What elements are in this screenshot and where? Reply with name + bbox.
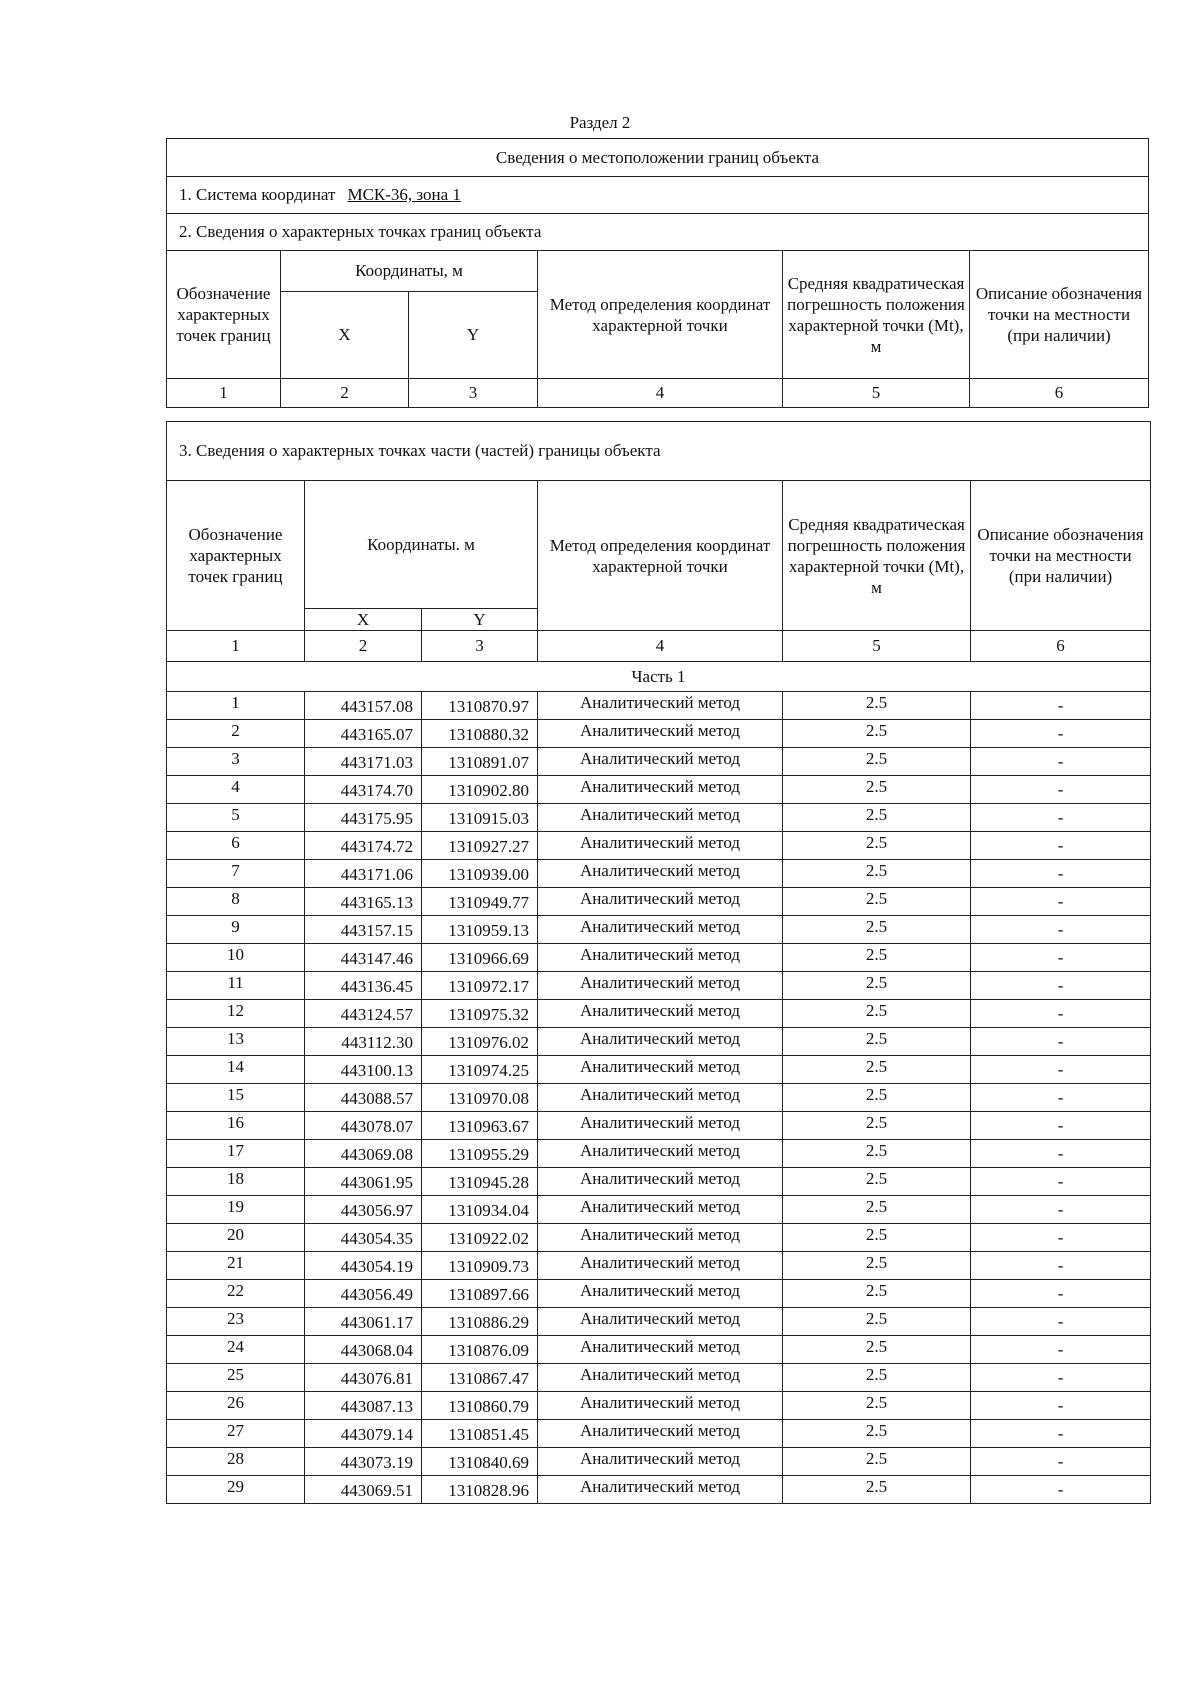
table-row xyxy=(167,1196,1151,1224)
method-cell: Аналитический метод xyxy=(538,1364,783,1392)
part-boundary-points-table xyxy=(166,421,1151,1504)
coord-y: 1310922.02 xyxy=(422,1224,538,1252)
part-label: Часть 1 xyxy=(167,662,1151,692)
coord-y: 1310974.25 xyxy=(422,1056,538,1084)
point-number: 21 xyxy=(167,1252,305,1280)
method-cell: Аналитический метод xyxy=(538,916,783,944)
part-table-title: 3. Сведения о характерных точках части (частей) границы объекта xyxy=(167,422,1151,481)
error-cell: 2.5 xyxy=(783,1420,971,1448)
error-cell: 2.5 xyxy=(783,916,971,944)
coord-y: 1310909.73 xyxy=(422,1252,538,1280)
header-method: Метод определения координат характерной точки xyxy=(538,481,783,631)
coord-y: 1310860.79 xyxy=(422,1392,538,1420)
coord-x: 443174.70 xyxy=(305,776,422,804)
description-cell: - xyxy=(971,1084,1151,1112)
header-y: Y xyxy=(409,292,538,379)
table-row xyxy=(167,860,1151,888)
coord-x: 443078.07 xyxy=(305,1112,422,1140)
method-cell: Аналитический метод xyxy=(538,1196,783,1224)
method-cell: Аналитический метод xyxy=(538,804,783,832)
description-cell: - xyxy=(971,1420,1151,1448)
method-cell: Аналитический метод xyxy=(538,1336,783,1364)
boundary-table-title: Сведения о местоположении границ объекта xyxy=(167,139,1149,177)
table-row xyxy=(167,804,1151,832)
method-cell: Аналитический метод xyxy=(538,1112,783,1140)
description-cell: - xyxy=(971,1364,1151,1392)
method-cell: Аналитический метод xyxy=(538,1420,783,1448)
error-cell: 2.5 xyxy=(783,1000,971,1028)
error-cell: 2.5 xyxy=(783,1364,971,1392)
error-cell: 2.5 xyxy=(783,1224,971,1252)
boundary-location-table xyxy=(166,138,1149,408)
table-row xyxy=(167,1140,1151,1168)
description-cell: - xyxy=(971,1168,1151,1196)
error-cell: 2.5 xyxy=(783,1308,971,1336)
point-number: 15 xyxy=(167,1084,305,1112)
error-cell: 2.5 xyxy=(783,1084,971,1112)
coord-x: 443124.57 xyxy=(305,1000,422,1028)
description-cell: - xyxy=(971,692,1151,720)
error-cell: 2.5 xyxy=(783,1196,971,1224)
point-number: 5 xyxy=(167,804,305,832)
coord-x: 443157.08 xyxy=(305,692,422,720)
description-cell: - xyxy=(971,720,1151,748)
description-cell: - xyxy=(971,1112,1151,1140)
coord-x: 443087.13 xyxy=(305,1392,422,1420)
error-cell: 2.5 xyxy=(783,972,971,1000)
coord-y: 1310966.69 xyxy=(422,944,538,972)
point-number: 28 xyxy=(167,1448,305,1476)
point-number: 20 xyxy=(167,1224,305,1252)
coord-y: 1310886.29 xyxy=(422,1308,538,1336)
method-cell: Аналитический метод xyxy=(538,692,783,720)
description-cell: - xyxy=(971,1056,1151,1084)
coord-y: 1310955.29 xyxy=(422,1140,538,1168)
coord-system-label: 1. Система координат xyxy=(179,185,336,204)
header-x: X xyxy=(281,292,409,379)
coord-x: 443100.13 xyxy=(305,1056,422,1084)
error-cell: 2.5 xyxy=(783,748,971,776)
point-number: 23 xyxy=(167,1308,305,1336)
coord-y: 1310891.07 xyxy=(422,748,538,776)
header-description: Описание обозначения точки на местности (при наличии) xyxy=(970,251,1149,379)
coord-system-value: МСК-36, зона 1 xyxy=(347,185,461,204)
coord-y: 1310867.47 xyxy=(422,1364,538,1392)
table-row xyxy=(167,1364,1151,1392)
description-cell: - xyxy=(971,1336,1151,1364)
coord-x: 443088.57 xyxy=(305,1084,422,1112)
point-number: 8 xyxy=(167,888,305,916)
header-description: Описание обозначения точки на местности (при наличии) xyxy=(971,481,1151,631)
error-cell: 2.5 xyxy=(783,1336,971,1364)
method-cell: Аналитический метод xyxy=(538,1448,783,1476)
method-cell: Аналитический метод xyxy=(538,860,783,888)
point-number: 1 xyxy=(167,692,305,720)
table-row xyxy=(167,916,1151,944)
table-row xyxy=(167,692,1151,720)
header-coords: Координаты, м xyxy=(281,251,538,292)
point-number: 16 xyxy=(167,1112,305,1140)
error-cell: 2.5 xyxy=(783,1476,971,1504)
point-number: 18 xyxy=(167,1168,305,1196)
col-number-1: 1 xyxy=(167,379,281,408)
coord-x: 443056.49 xyxy=(305,1280,422,1308)
error-cell: 2.5 xyxy=(783,1140,971,1168)
description-cell: - xyxy=(971,1028,1151,1056)
description-cell: - xyxy=(971,916,1151,944)
coord-y: 1310902.80 xyxy=(422,776,538,804)
method-cell: Аналитический метод xyxy=(538,1140,783,1168)
method-cell: Аналитический метод xyxy=(538,888,783,916)
coord-y: 1310897.66 xyxy=(422,1280,538,1308)
method-cell: Аналитический метод xyxy=(538,1224,783,1252)
point-number: 29 xyxy=(167,1476,305,1504)
col-number-3: 3 xyxy=(422,631,538,662)
method-cell: Аналитический метод xyxy=(538,832,783,860)
coord-x: 443174.72 xyxy=(305,832,422,860)
coord-x: 443061.95 xyxy=(305,1168,422,1196)
coord-x: 443147.46 xyxy=(305,944,422,972)
coord-x: 443079.14 xyxy=(305,1420,422,1448)
error-cell: 2.5 xyxy=(783,1056,971,1084)
col-number-6: 6 xyxy=(970,379,1149,408)
method-cell: Аналитический метод xyxy=(538,776,783,804)
error-cell: 2.5 xyxy=(783,832,971,860)
description-cell: - xyxy=(971,1392,1151,1420)
error-cell: 2.5 xyxy=(783,944,971,972)
description-cell: - xyxy=(971,1224,1151,1252)
coord-y: 1310959.13 xyxy=(422,916,538,944)
coord-x: 443157.15 xyxy=(305,916,422,944)
point-number: 2 xyxy=(167,720,305,748)
error-cell: 2.5 xyxy=(783,692,971,720)
point-number: 7 xyxy=(167,860,305,888)
point-number: 14 xyxy=(167,1056,305,1084)
header-coords: Координаты. м xyxy=(305,481,538,609)
error-cell: 2.5 xyxy=(783,776,971,804)
description-cell: - xyxy=(971,972,1151,1000)
table-row xyxy=(167,1028,1151,1056)
coord-y: 1310927.27 xyxy=(422,832,538,860)
point-number: 11 xyxy=(167,972,305,1000)
header-designation: Обозначение характерных точек границ xyxy=(167,481,305,631)
point-number: 4 xyxy=(167,776,305,804)
error-cell: 2.5 xyxy=(783,888,971,916)
description-cell: - xyxy=(971,1140,1151,1168)
method-cell: Аналитический метод xyxy=(538,748,783,776)
coord-x: 443165.07 xyxy=(305,720,422,748)
header-error: Средняя квадратическая погрешность положения характерной точки (Mt), м xyxy=(783,481,971,631)
coord-y: 1310934.04 xyxy=(422,1196,538,1224)
error-cell: 2.5 xyxy=(783,860,971,888)
table-row xyxy=(167,1420,1151,1448)
method-cell: Аналитический метод xyxy=(538,1084,783,1112)
description-cell: - xyxy=(971,1308,1151,1336)
coord-x: 443069.51 xyxy=(305,1476,422,1504)
description-cell: - xyxy=(971,1476,1151,1504)
point-number: 13 xyxy=(167,1028,305,1056)
method-cell: Аналитический метод xyxy=(538,1392,783,1420)
error-cell: 2.5 xyxy=(783,1168,971,1196)
table-row xyxy=(167,1392,1151,1420)
coord-y: 1310876.09 xyxy=(422,1336,538,1364)
coord-x: 443112.30 xyxy=(305,1028,422,1056)
col-number-3: 3 xyxy=(409,379,538,408)
table-row xyxy=(167,1168,1151,1196)
table-row xyxy=(167,1280,1151,1308)
table-row xyxy=(167,748,1151,776)
coord-y: 1310880.32 xyxy=(422,720,538,748)
coord-y: 1310840.69 xyxy=(422,1448,538,1476)
description-cell: - xyxy=(971,832,1151,860)
coord-y: 1310939.00 xyxy=(422,860,538,888)
method-cell: Аналитический метод xyxy=(538,1280,783,1308)
coord-x: 443069.08 xyxy=(305,1140,422,1168)
method-cell: Аналитический метод xyxy=(538,1252,783,1280)
point-number: 24 xyxy=(167,1336,305,1364)
coord-x: 443171.03 xyxy=(305,748,422,776)
coord-y: 1310976.02 xyxy=(422,1028,538,1056)
description-cell: - xyxy=(971,1196,1151,1224)
col-number-4: 4 xyxy=(538,379,783,408)
table-row xyxy=(167,1476,1151,1504)
coord-y: 1310972.17 xyxy=(422,972,538,1000)
description-cell: - xyxy=(971,944,1151,972)
error-cell: 2.5 xyxy=(783,1028,971,1056)
point-number: 6 xyxy=(167,832,305,860)
coord-y: 1310915.03 xyxy=(422,804,538,832)
point-number: 17 xyxy=(167,1140,305,1168)
method-cell: Аналитический метод xyxy=(538,1168,783,1196)
coord-x: 443054.35 xyxy=(305,1224,422,1252)
table-row xyxy=(167,1084,1151,1112)
col-number-5: 5 xyxy=(783,379,970,408)
coord-x: 443068.04 xyxy=(305,1336,422,1364)
coord-y: 1310949.77 xyxy=(422,888,538,916)
points-table-body xyxy=(167,692,1151,1504)
point-number: 12 xyxy=(167,1000,305,1028)
point-number: 22 xyxy=(167,1280,305,1308)
description-cell: - xyxy=(971,888,1151,916)
point-number: 19 xyxy=(167,1196,305,1224)
points-section-title: 2. Сведения о характерных точках границ объекта xyxy=(167,214,1149,251)
point-number: 10 xyxy=(167,944,305,972)
coord-x: 443054.19 xyxy=(305,1252,422,1280)
coord-x: 443061.17 xyxy=(305,1308,422,1336)
point-number: 9 xyxy=(167,916,305,944)
coord-y: 1310963.67 xyxy=(422,1112,538,1140)
error-cell: 2.5 xyxy=(783,1392,971,1420)
coord-x: 443073.19 xyxy=(305,1448,422,1476)
header-x: X xyxy=(305,609,422,631)
coord-x: 443076.81 xyxy=(305,1364,422,1392)
table-row xyxy=(167,1056,1151,1084)
table-row xyxy=(167,888,1151,916)
coord-y: 1310828.96 xyxy=(422,1476,538,1504)
table-row xyxy=(167,1336,1151,1364)
header-error: Средняя квадратическая погрешность положения характерной точки (Mt), м xyxy=(783,251,970,379)
table-row xyxy=(167,1000,1151,1028)
col-number-1: 1 xyxy=(167,631,305,662)
coord-x: 443136.45 xyxy=(305,972,422,1000)
method-cell: Аналитический метод xyxy=(538,1476,783,1504)
method-cell: Аналитический метод xyxy=(538,720,783,748)
table-row xyxy=(167,972,1151,1000)
header-designation: Обозначение характерных точек границ xyxy=(167,251,281,379)
point-number: 26 xyxy=(167,1392,305,1420)
description-cell: - xyxy=(971,1280,1151,1308)
error-cell: 2.5 xyxy=(783,1448,971,1476)
table-row xyxy=(167,944,1151,972)
table-row xyxy=(167,1308,1151,1336)
coord-x: 443165.13 xyxy=(305,888,422,916)
description-cell: - xyxy=(971,1000,1151,1028)
coord-system-row xyxy=(167,177,1149,214)
error-cell: 2.5 xyxy=(783,1280,971,1308)
header-method: Метод определения координат характерной точки xyxy=(538,251,783,379)
description-cell: - xyxy=(971,860,1151,888)
method-cell: Аналитический метод xyxy=(538,972,783,1000)
col-number-6: 6 xyxy=(971,631,1151,662)
description-cell: - xyxy=(971,1252,1151,1280)
coord-x: 443171.06 xyxy=(305,860,422,888)
coord-y: 1310975.32 xyxy=(422,1000,538,1028)
coord-y: 1310851.45 xyxy=(422,1420,538,1448)
table-row xyxy=(167,1112,1151,1140)
col-number-2: 2 xyxy=(305,631,422,662)
coord-x: 443175.95 xyxy=(305,804,422,832)
point-number: 25 xyxy=(167,1364,305,1392)
coord-y: 1310945.28 xyxy=(422,1168,538,1196)
section-title: Раздел 2 xyxy=(569,113,631,132)
method-cell: Аналитический метод xyxy=(538,1000,783,1028)
error-cell: 2.5 xyxy=(783,720,971,748)
error-cell: 2.5 xyxy=(783,804,971,832)
col-number-2: 2 xyxy=(281,379,409,408)
coord-y: 1310970.08 xyxy=(422,1084,538,1112)
table-row xyxy=(167,1252,1151,1280)
coord-y: 1310870.97 xyxy=(422,692,538,720)
col-number-4: 4 xyxy=(538,631,783,662)
method-cell: Аналитический метод xyxy=(538,1028,783,1056)
description-cell: - xyxy=(971,1448,1151,1476)
method-cell: Аналитический метод xyxy=(538,944,783,972)
error-cell: 2.5 xyxy=(783,1252,971,1280)
method-cell: Аналитический метод xyxy=(538,1056,783,1084)
description-cell: - xyxy=(971,804,1151,832)
table-row xyxy=(167,776,1151,804)
error-cell: 2.5 xyxy=(783,1112,971,1140)
table-row xyxy=(167,832,1151,860)
header-y: Y xyxy=(422,609,538,631)
point-number: 3 xyxy=(167,748,305,776)
method-cell: Аналитический метод xyxy=(538,1308,783,1336)
point-number: 27 xyxy=(167,1420,305,1448)
col-number-5: 5 xyxy=(783,631,971,662)
table-row xyxy=(167,1224,1151,1252)
description-cell: - xyxy=(971,748,1151,776)
coord-x: 443056.97 xyxy=(305,1196,422,1224)
description-cell: - xyxy=(971,776,1151,804)
table-row xyxy=(167,1448,1151,1476)
table-row xyxy=(167,720,1151,748)
